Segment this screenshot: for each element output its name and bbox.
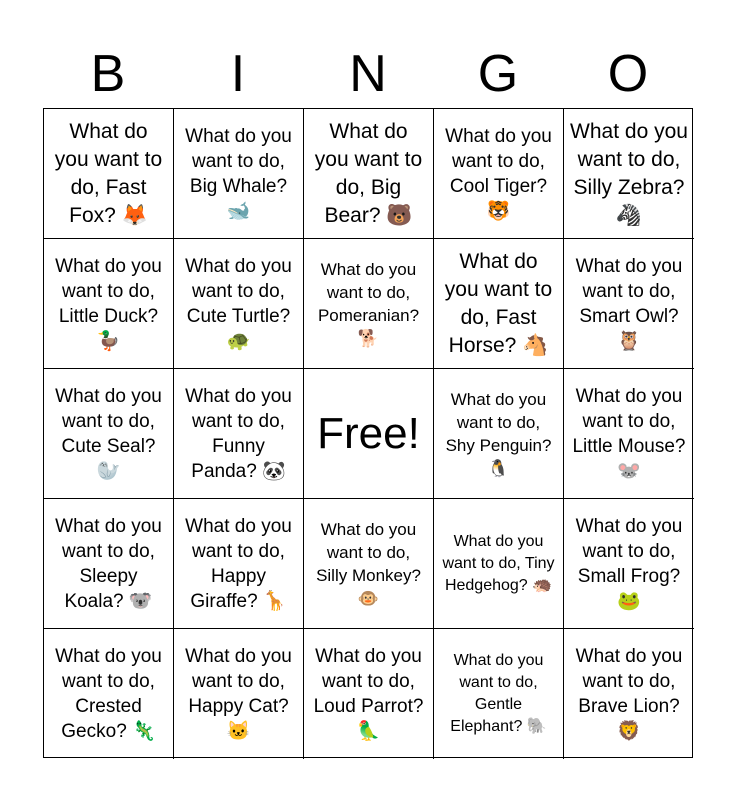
bingo-cell[interactable] <box>434 499 564 629</box>
bingo-cell[interactable] <box>564 239 694 369</box>
bingo-cell[interactable] <box>304 109 434 239</box>
bingo-cell-text: What do you want to do, Brave Lion? 🦁 <box>575 646 683 742</box>
bingo-cell-text: What do you want to do, Cute Turtle? 🐢 <box>185 255 292 352</box>
bingo-cell-text: What do you want to do, Funny Panda? 🐼 <box>185 385 292 482</box>
header-letter-n: N <box>349 45 387 103</box>
bingo-cell[interactable] <box>44 499 174 629</box>
bingo-cell[interactable] <box>174 239 304 369</box>
bingo-cell[interactable] <box>174 109 304 239</box>
bingo-cell-text: What do you want to do, Cute Seal? 🦭 <box>55 385 162 482</box>
bingo-cell-text: What do you want to do, Happy Giraffe? 🦒 <box>185 515 292 612</box>
bingo-cell[interactable] <box>174 629 304 759</box>
bingo-cell[interactable] <box>174 499 304 629</box>
bingo-cell-text: What do you want to do, Smart Owl? 🦉 <box>575 255 683 352</box>
bingo-cell[interactable] <box>304 239 434 369</box>
bingo-cell[interactable] <box>304 499 434 629</box>
bingo-cell-text: What do you want to do, Pomeranian? 🐕 <box>317 259 420 348</box>
bingo-cell-text: What do you want to do, Big Whale? 🐋 <box>185 125 292 222</box>
bingo-header <box>43 40 693 108</box>
bingo-cell[interactable] <box>564 499 694 629</box>
bingo-cell-text: What do you want to do, Small Frog? 🐸 <box>575 515 683 612</box>
bingo-cell-text: What do you want to do, Little Mouse? 🐭 <box>572 385 686 482</box>
bingo-cell[interactable] <box>564 629 694 759</box>
header-letter-g: G <box>477 45 519 103</box>
bingo-cell-text: What do you want to do, Big Bear? 🐻 <box>314 119 423 227</box>
bingo-cell[interactable] <box>434 109 564 239</box>
header-letter-i: I <box>230 45 246 103</box>
bingo-cell-text: What do you want to do, Gentle Elephant? 🐘 <box>450 652 547 735</box>
bingo-cell[interactable] <box>434 239 564 369</box>
bingo-cell[interactable] <box>44 239 174 369</box>
bingo-cell-text: What do you want to do, Tiny Hedgehog? 🦔 <box>442 532 555 594</box>
bingo-cell[interactable] <box>564 369 694 499</box>
bingo-cell[interactable] <box>434 369 564 499</box>
bingo-cell-text: What do you want to do, Crested Gecko? 🦎 <box>55 646 162 742</box>
bingo-cell[interactable] <box>434 629 564 759</box>
bingo-cell[interactable] <box>304 629 434 759</box>
bingo-cell-text: What do you want to do, Fast Horse? 🐴 <box>444 249 553 357</box>
bingo-cell-text: What do you want to do, Shy Penguin? 🐧 <box>445 389 552 478</box>
bingo-cell[interactable] <box>564 109 694 239</box>
bingo-cell-text: What do you want to do, Happy Cat? 🐱 <box>185 646 292 742</box>
bingo-cell-text: What do you want to do, Sleepy Koala? 🐨 <box>55 515 162 612</box>
bingo-cell-text: What do you want to do, Fast Fox? 🦊 <box>54 119 163 227</box>
bingo-cell-text: What do you want to do, Loud Parrot? 🦜 <box>313 646 424 742</box>
bingo-cell[interactable] <box>44 109 174 239</box>
bingo-cell-text: What do you want to do, Silly Zebra? 🦓 <box>570 119 688 227</box>
bingo-cell[interactable] <box>174 369 304 499</box>
bingo-board <box>43 108 693 758</box>
free-space-label: Free! <box>317 408 420 458</box>
bingo-cell[interactable] <box>44 629 174 759</box>
bingo-cell-text: What do you want to do, Little Duck? 🦆 <box>55 255 162 352</box>
bingo-cell-text: What do you want to do, Cool Tiger? 🐯 <box>445 125 552 222</box>
bingo-cell-text: What do you want to do, Silly Monkey? 🐵 <box>316 519 421 608</box>
header-letter-o: O <box>607 45 649 103</box>
free-space-cell[interactable] <box>304 369 434 499</box>
bingo-cell[interactable] <box>44 369 174 499</box>
header-letter-b: B <box>90 45 126 103</box>
